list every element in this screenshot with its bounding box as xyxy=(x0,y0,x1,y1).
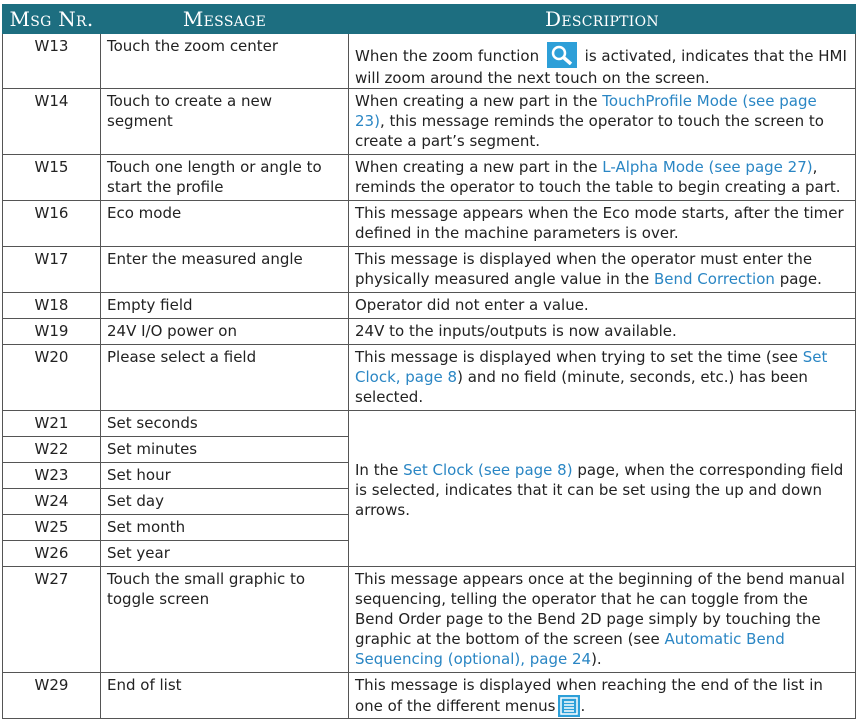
desc-text: When creating a new part in the xyxy=(355,92,598,110)
desc-text: page, when the corresponding field is selected, indicates that it can be set using the up and down arrows. xyxy=(355,460,844,519)
msg-nr: W21 xyxy=(3,411,101,437)
table-row xyxy=(3,319,856,345)
table-row xyxy=(3,155,856,201)
table-row xyxy=(3,345,856,411)
msg-description: 24V to the inputs/outputs is now available. xyxy=(349,319,856,345)
table-row xyxy=(3,89,856,155)
msg-description xyxy=(349,411,856,567)
msg-text: Touch the zoom center xyxy=(101,34,349,89)
table-row xyxy=(3,247,856,293)
zoom-icon xyxy=(547,42,577,68)
page-link[interactable]: TouchProfile Mode (see page 23) xyxy=(355,92,817,130)
msg-text: Set minutes xyxy=(101,437,349,463)
msg-nr: W18 xyxy=(3,293,101,319)
desc-text: ). xyxy=(591,650,602,668)
msg-text: 24V I/O power on xyxy=(101,319,349,345)
msg-text: Set month xyxy=(101,515,349,541)
msg-description: Operator did not enter a value. xyxy=(349,293,856,319)
desc-text: This message is displayed when trying to set the time (see xyxy=(355,348,798,366)
table-row xyxy=(3,34,856,89)
msg-nr: W27 xyxy=(3,567,101,673)
msg-nr: W25 xyxy=(3,515,101,541)
table-row xyxy=(3,567,856,673)
msg-nr: W16 xyxy=(3,201,101,247)
list-icon xyxy=(558,695,580,717)
msg-nr: W24 xyxy=(3,489,101,515)
table-row xyxy=(3,293,856,319)
msg-text: Eco mode xyxy=(101,201,349,247)
msg-description xyxy=(349,345,856,411)
msg-description xyxy=(349,673,856,719)
table-row xyxy=(3,673,856,719)
msg-description xyxy=(349,155,856,201)
msg-text: Touch the small graphic to toggle screen xyxy=(101,567,349,673)
msg-text: Please select a field xyxy=(101,345,349,411)
msg-description xyxy=(349,34,856,89)
msg-text: Set seconds xyxy=(101,411,349,437)
msg-text: Empty field xyxy=(101,293,349,319)
msg-description xyxy=(349,567,856,673)
msg-text: Set day xyxy=(101,489,349,515)
msg-text: Set year xyxy=(101,541,349,567)
msg-nr: W23 xyxy=(3,463,101,489)
table-row xyxy=(3,411,856,437)
desc-text: ) and no field (minute, seconds, etc.) has been selected. xyxy=(355,368,808,406)
msg-text: Set hour xyxy=(101,463,349,489)
page-link[interactable]: Set Clock (see page 8) xyxy=(403,460,573,479)
msg-nr: W17 xyxy=(3,247,101,293)
msg-nr: W14 xyxy=(3,89,101,155)
messages-table xyxy=(2,4,856,719)
msg-text: Touch to create a new segment xyxy=(101,89,349,155)
desc-text: This message is displayed when the operator must enter the physically measured angle value in the xyxy=(355,250,813,288)
msg-nr: W26 xyxy=(3,541,101,567)
header-description: Description xyxy=(349,5,856,34)
desc-text: This message is displayed when reaching the end of the list in one of the different menus xyxy=(355,676,823,715)
msg-nr: W29 xyxy=(3,673,101,719)
header-row xyxy=(3,5,856,34)
msg-nr: W19 xyxy=(3,319,101,345)
msg-nr: W20 xyxy=(3,345,101,411)
msg-nr: W22 xyxy=(3,437,101,463)
desc-text: In the xyxy=(355,460,399,479)
desc-text: , reminds the operator to touch the table to begin creating a part. xyxy=(355,158,841,196)
desc-text: page. xyxy=(779,270,822,288)
desc-text: When the zoom function xyxy=(355,47,540,65)
desc-text: . xyxy=(580,697,586,715)
page-link[interactable]: Set Clock, page 8 xyxy=(355,348,828,386)
page-link[interactable]: Bend Correction xyxy=(653,270,775,288)
desc-text: This message appears once at the beginning of the bend manual sequencing, telling the operator that he can toggle from the Bend Order page to the Bend 2D page simply by touching the graphic at the bottom of the screen (see xyxy=(355,570,845,648)
msg-text: Enter the measured angle xyxy=(101,247,349,293)
page-link[interactable]: Automatic Bend Sequencing (optional), page 24 xyxy=(355,630,785,668)
desc-text: , this message reminds the operator to touch the screen to create a part’s segment. xyxy=(355,112,824,150)
table-row xyxy=(3,201,856,247)
msg-nr: W15 xyxy=(3,155,101,201)
msg-description xyxy=(349,89,856,155)
header-msg-nr: Msg Nr. xyxy=(3,5,101,34)
msg-nr: W13 xyxy=(3,34,101,89)
msg-text: Touch one length or angle to start the profile xyxy=(101,155,349,201)
msg-text: End of list xyxy=(101,673,349,719)
page-link[interactable]: L-Alpha Mode (see page 27) xyxy=(602,158,813,176)
msg-description xyxy=(349,247,856,293)
msg-description: This message appears when the Eco mode starts, after the timer defined in the machine parameters is over. xyxy=(349,201,856,247)
desc-text: is activated, indicates that the HMI will zoom around the next touch on the screen. xyxy=(355,47,847,87)
header-message: Message xyxy=(101,5,349,34)
desc-text: When creating a new part in the xyxy=(355,158,598,176)
